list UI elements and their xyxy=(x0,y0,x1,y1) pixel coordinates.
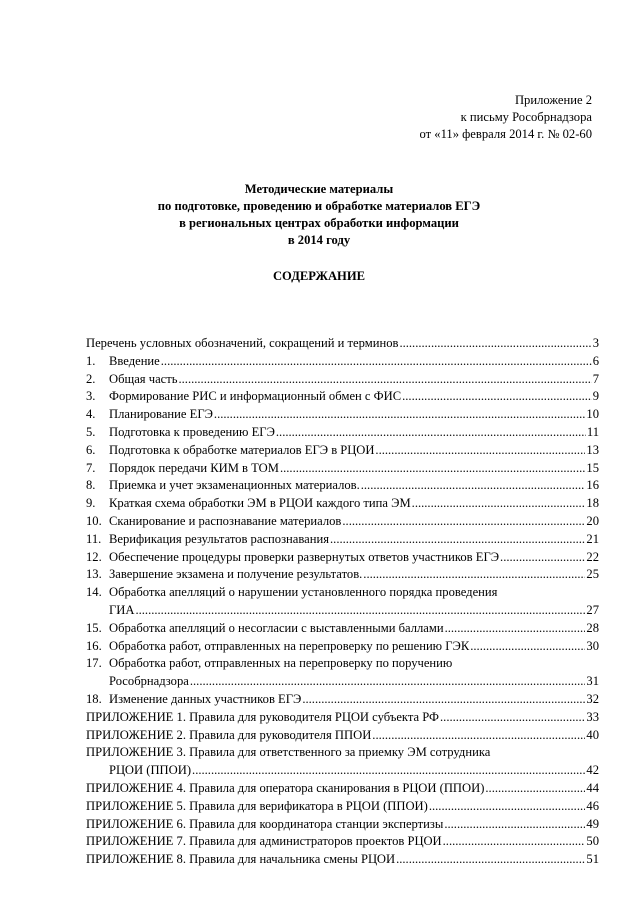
dot-leader xyxy=(302,691,585,709)
toc-entry-title: Общая часть xyxy=(109,371,178,386)
toc-entry-title: ПРИЛОЖЕНИЕ 6. Правила для координатора станции экспертизы xyxy=(86,816,444,831)
toc-page-number: 3 xyxy=(592,336,599,350)
toc-page-number: 16 xyxy=(586,478,599,493)
toc-entry[interactable] xyxy=(86,549,599,567)
toc-entry-title: Завершение экзамена и получение результатов. xyxy=(109,567,363,582)
dot-leader xyxy=(444,816,585,834)
dot-leader xyxy=(445,620,586,638)
toc-entry-title: Подготовка к проведению ЕГЭ xyxy=(109,424,275,439)
appendix-letter-date: от «11» февраля 2014 г. № 02-60 xyxy=(419,127,592,141)
toc-entry[interactable] xyxy=(86,709,599,727)
toc-entry[interactable] xyxy=(86,353,599,371)
toc-entry-title: Формирование РИС и информационный обмен с ФИС xyxy=(109,389,402,404)
toc-entry[interactable] xyxy=(86,531,599,549)
toc-page-number: 9 xyxy=(592,389,599,404)
toc-page-number: 6 xyxy=(592,353,599,368)
toc-entry-number: 15. xyxy=(86,620,102,635)
toc-entry[interactable] xyxy=(86,833,599,851)
dot-leader xyxy=(470,638,585,656)
toc-entry-number: 14. xyxy=(86,585,102,600)
toc-entry[interactable] xyxy=(86,691,599,709)
toc-entry-title: Обработка апелляций о нарушении установленного порядка проведения xyxy=(109,585,498,600)
toc-page-number: 28 xyxy=(586,620,599,635)
title-line-1: Методические материалы xyxy=(244,182,394,196)
toc-entry-title: Краткая схема обработки ЭМ в РЦОИ каждого типа ЭМ xyxy=(109,496,411,511)
toc-page-number: 7 xyxy=(592,371,599,386)
toc-entry-number: 6. xyxy=(86,442,96,457)
toc-entry-title: Верификация результатов распознавания xyxy=(109,531,330,546)
toc-entry[interactable] xyxy=(86,798,599,816)
toc-entry-number: 4. xyxy=(86,407,96,422)
toc-page-number: 25 xyxy=(586,567,599,582)
toc-entry-number: 9. xyxy=(86,496,96,511)
toc-entry-title: ПРИЛОЖЕНИЕ 8. Правила для начальника смены РЦОИ xyxy=(86,852,396,867)
dot-leader xyxy=(500,549,585,567)
dot-leader xyxy=(161,353,592,371)
dot-leader xyxy=(280,460,585,478)
dot-leader xyxy=(396,851,585,869)
dot-leader xyxy=(402,388,592,406)
toc-entry-title: Перечень условных обозначений, сокращений и терминов xyxy=(86,336,399,350)
appendix-number: Приложение 2 xyxy=(514,93,592,107)
dot-leader xyxy=(361,477,586,495)
dot-leader xyxy=(214,406,585,424)
dot-leader xyxy=(342,513,585,531)
dot-leader xyxy=(363,566,585,584)
dot-leader xyxy=(412,495,586,513)
toc-entry-title: ПРИЛОЖЕНИЕ 1. Правила для руководителя РЦОИ субъекта РФ xyxy=(86,709,440,724)
dot-leader xyxy=(330,531,585,549)
toc-entry-title: Планирование ЕГЭ xyxy=(109,407,213,422)
toc-entry-title: ПРИЛОЖЕНИЕ 3. Правила для ответственного за приемку ЭМ сотрудника xyxy=(86,745,491,760)
dot-leader xyxy=(443,833,586,851)
toc-entry-number: 18. xyxy=(86,691,102,706)
toc-entry[interactable] xyxy=(86,638,599,656)
toc-entry[interactable] xyxy=(86,744,599,780)
toc-entry-title: Приемка и учет экзаменационных материалов. xyxy=(109,478,360,493)
dot-leader xyxy=(485,780,585,798)
toc-entry[interactable] xyxy=(86,584,599,620)
appendix-note xyxy=(420,92,593,143)
toc-entry-title: Порядок передачи КИМ в ТОМ xyxy=(109,460,279,475)
toc-entry-title-continuation: Рособрнадзора xyxy=(109,674,189,689)
toc-entry[interactable] xyxy=(86,851,599,869)
toc-entry-title: Обработка работ, отправленных на перепроверку по решению ГЭК xyxy=(109,638,470,653)
toc-entry-number: 12. xyxy=(86,549,102,564)
toc-page-number: 20 xyxy=(586,513,599,528)
toc-entry-title: ПРИЛОЖЕНИЕ 2. Правила для руководителя ППОИ xyxy=(86,727,372,742)
dot-leader xyxy=(372,727,585,745)
toc-page-number: 27 xyxy=(586,602,599,617)
toc-entry-number: 10. xyxy=(86,513,102,528)
toc-page-number: 10 xyxy=(586,407,599,422)
toc-entry-number: 17. xyxy=(86,656,102,671)
toc-page-number: 44 xyxy=(586,780,599,795)
toc-entry[interactable] xyxy=(86,513,599,531)
toc-page-number: 31 xyxy=(586,674,599,689)
toc-page-number: 11 xyxy=(586,424,599,439)
title-line-2: по подготовке, проведению и обработке материалов ЕГЭ xyxy=(157,199,481,213)
dot-leader xyxy=(429,798,586,816)
toc-entry[interactable] xyxy=(86,371,599,389)
toc-page-number: 42 xyxy=(586,763,599,778)
toc-page-number: 33 xyxy=(586,709,599,724)
toc-entry[interactable] xyxy=(86,620,599,638)
dot-leader xyxy=(399,335,591,353)
toc-entry-title-continuation: ГИА xyxy=(109,602,135,617)
toc-entry-number: 1. xyxy=(86,353,96,368)
dot-leader xyxy=(135,602,585,620)
title-line-3: в региональных центрах обработки информации xyxy=(179,216,459,230)
toc-entry[interactable] xyxy=(86,655,599,691)
toc-page-number: 46 xyxy=(586,798,599,813)
toc-entry-number: 5. xyxy=(86,424,96,439)
toc-entry[interactable] xyxy=(86,495,599,513)
toc-entry-number: 8. xyxy=(86,478,96,493)
toc-page-number: 18 xyxy=(586,496,599,511)
toc-entry[interactable] xyxy=(86,566,599,584)
toc-entry-title: Введение xyxy=(109,353,160,368)
table-of-contents xyxy=(86,335,599,869)
toc-entry[interactable] xyxy=(86,816,599,834)
toc-page-number: 51 xyxy=(586,852,599,867)
toc-entry-number: 11. xyxy=(86,531,102,546)
toc-page-number: 30 xyxy=(586,638,599,653)
toc-entry-title: Обеспечение процедуры проверки развернутых ответов участников ЕГЭ xyxy=(109,549,500,564)
toc-entry-title-continuation: РЦОИ (ППОИ) xyxy=(109,763,192,778)
toc-page-number: 13 xyxy=(586,442,599,457)
dot-leader xyxy=(190,673,586,691)
toc-entry-title: Изменение данных участников ЕГЭ xyxy=(109,691,302,706)
dot-leader xyxy=(375,442,585,460)
toc-page-number: 15 xyxy=(586,460,599,475)
toc-entry[interactable] xyxy=(86,388,599,406)
toc-page-number: 21 xyxy=(586,531,599,546)
toc-entry[interactable] xyxy=(86,442,599,460)
toc-entry-title: ПРИЛОЖЕНИЕ 4. Правила для оператора сканирования в РЦОИ (ППОИ) xyxy=(86,780,485,795)
toc-page-number: 50 xyxy=(586,834,599,849)
toc-entry-number: 13. xyxy=(86,567,102,582)
toc-entry-title: Обработка апелляций о несогласии с выставленными баллами xyxy=(109,620,444,635)
toc-entry[interactable] xyxy=(86,727,599,745)
toc-entry-title: Сканирование и распознавание материалов xyxy=(109,513,342,528)
toc-entry-number: 7. xyxy=(86,460,96,475)
document-title xyxy=(0,181,638,249)
dot-leader xyxy=(440,709,585,727)
contents-heading: СОДЕРЖАНИЕ xyxy=(272,269,366,283)
toc-entry[interactable] xyxy=(86,460,599,478)
toc-entry[interactable] xyxy=(86,477,599,495)
toc-entry-title: ПРИЛОЖЕНИЕ 5. Правила для верификатора в РЦОИ (ППОИ) xyxy=(86,798,428,813)
toc-page-number: 22 xyxy=(586,549,599,564)
toc-page-number: 49 xyxy=(586,816,599,831)
toc-entry[interactable] xyxy=(86,406,599,424)
dot-leader xyxy=(276,424,586,442)
dot-leader xyxy=(192,762,585,780)
toc-entry-number: 3. xyxy=(86,389,96,404)
toc-page-number: 40 xyxy=(586,727,599,742)
toc-entry-title: ПРИЛОЖЕНИЕ 7. Правила для администраторов проектов РЦОИ xyxy=(86,834,442,849)
toc-entry-number: 16. xyxy=(86,638,102,653)
toc-entry[interactable] xyxy=(86,424,599,442)
toc-entry-title: Подготовка к обработке материалов ЕГЭ в РЦОИ xyxy=(109,442,375,457)
appendix-letter-ref: к письму Рособрнадзора xyxy=(460,110,592,124)
toc-entry-number: 2. xyxy=(86,371,96,386)
title-line-4: в 2014 году xyxy=(287,233,351,247)
toc-entry[interactable] xyxy=(86,335,599,353)
toc-page-number: 32 xyxy=(586,691,599,706)
dot-leader xyxy=(179,371,592,389)
toc-entry-title: Обработка работ, отправленных на перепроверку по поручению xyxy=(109,656,453,671)
toc-entry[interactable] xyxy=(86,780,599,798)
